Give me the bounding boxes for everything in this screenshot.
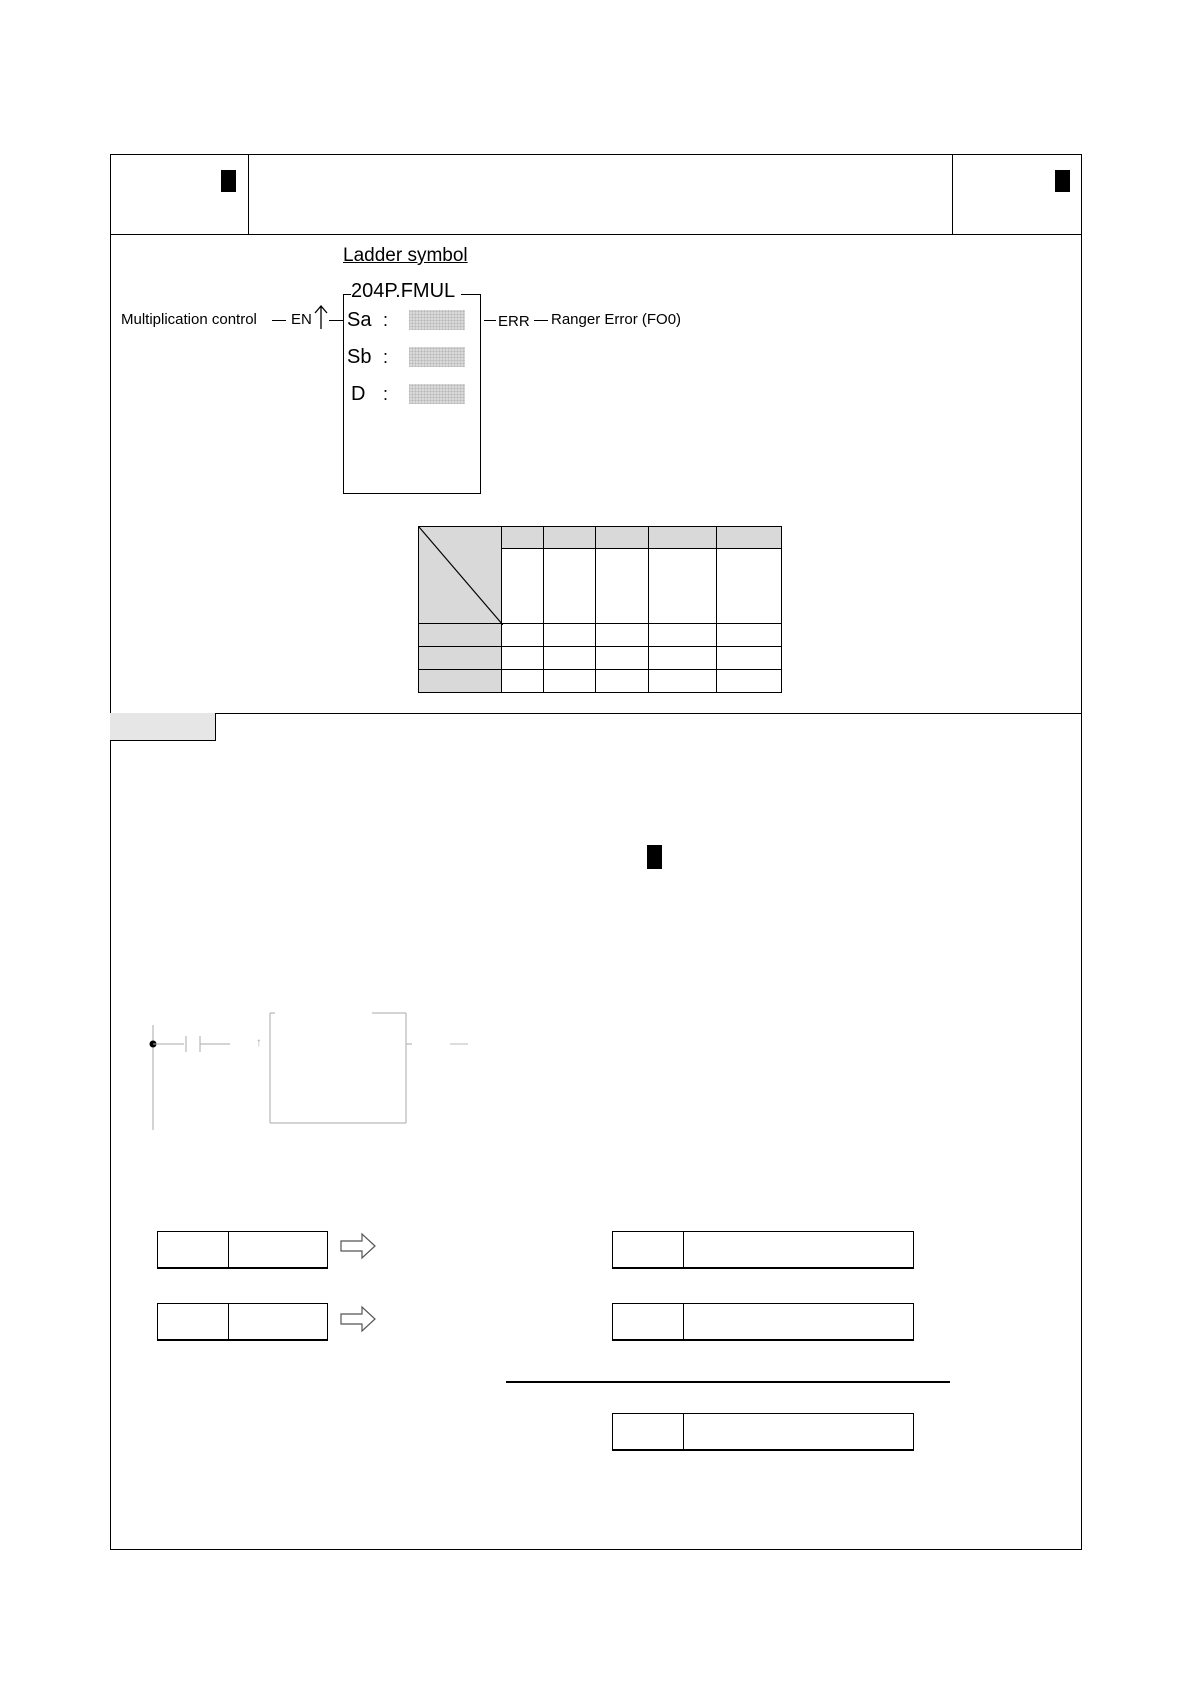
float-register-sa xyxy=(612,1231,914,1269)
table-subheader-cell xyxy=(648,548,717,624)
operand-sb-value-field xyxy=(409,347,465,367)
table-cell xyxy=(595,669,649,693)
table-cell xyxy=(543,669,596,693)
table-cell xyxy=(595,646,649,670)
source-register-sa xyxy=(157,1231,328,1269)
rising-edge-icon xyxy=(314,304,328,330)
operand-sa-label: Sa xyxy=(347,309,372,331)
section-tab xyxy=(110,713,216,741)
example-ladder xyxy=(140,1005,480,1135)
header-left-marker xyxy=(221,170,236,192)
en-pin-label: EN xyxy=(291,311,312,328)
operand-sa-colon: : xyxy=(383,310,389,330)
table-cell xyxy=(543,646,596,670)
example-edge-marker: ↑ xyxy=(256,1035,262,1049)
transfer-arrow-icon xyxy=(340,1305,376,1338)
table-row-header xyxy=(418,646,502,670)
en-input-label: Multiplication control xyxy=(121,311,257,328)
result-register-d xyxy=(612,1413,914,1451)
table-cell xyxy=(716,623,782,647)
multiplication-result-line xyxy=(506,1381,950,1383)
operand-sb-colon: : xyxy=(383,347,389,367)
table-header-cell xyxy=(543,526,596,549)
operand-d-colon: : xyxy=(383,384,389,404)
fb-left-edge xyxy=(343,294,344,494)
table-cell xyxy=(501,669,544,693)
table-cell xyxy=(716,646,782,670)
section-divider xyxy=(110,713,1082,714)
fb-top-right-stub xyxy=(461,294,481,295)
table-cell xyxy=(501,623,544,647)
table-subheader-cell xyxy=(716,548,782,624)
table-row-header xyxy=(418,623,502,647)
table-corner-cell xyxy=(418,526,502,624)
table-cell xyxy=(648,669,717,693)
float-register-sb xyxy=(612,1303,914,1341)
fb-top-left-stub xyxy=(343,294,351,295)
table-cell xyxy=(501,646,544,670)
table-cell xyxy=(716,669,782,693)
source-register-sb xyxy=(157,1303,328,1341)
table-header-cell xyxy=(648,526,717,549)
operand-d-value-field xyxy=(409,384,465,404)
header-divider xyxy=(110,234,1082,235)
fb-function-name: 204P.FMUL xyxy=(351,280,456,302)
en-to-fb-line xyxy=(329,320,343,321)
example-marker xyxy=(647,845,662,869)
err-to-label-dash xyxy=(534,320,548,321)
device-table xyxy=(418,526,782,693)
en-input-dash xyxy=(272,320,286,321)
fb-bottom-edge xyxy=(343,493,481,494)
header-right-marker xyxy=(1055,170,1070,192)
fb-right-edge xyxy=(480,294,481,494)
operand-sa-value-field xyxy=(409,310,465,330)
table-subheader-cell xyxy=(595,548,649,624)
table-cell xyxy=(648,623,717,647)
err-pin-label: ERR xyxy=(498,313,530,330)
err-output-label: Ranger Error (FO0) xyxy=(551,311,682,328)
header-right-column-divider xyxy=(952,154,953,234)
table-row-header xyxy=(418,669,502,693)
transfer-arrow-icon xyxy=(340,1232,376,1265)
table-cell xyxy=(595,623,649,647)
table-header-cell xyxy=(595,526,649,549)
operand-sb-label: Sb xyxy=(347,346,372,368)
table-header-cell xyxy=(716,526,782,549)
operand-d-label: D xyxy=(351,383,366,405)
err-output-dash xyxy=(484,320,496,321)
header-left-column-divider xyxy=(248,154,249,234)
table-subheader-cell xyxy=(501,548,544,624)
ladder-section-title: Ladder symbol xyxy=(343,245,468,266)
table-cell xyxy=(648,646,717,670)
table-cell xyxy=(543,623,596,647)
table-subheader-cell xyxy=(543,548,596,624)
table-header-cell xyxy=(501,526,544,549)
